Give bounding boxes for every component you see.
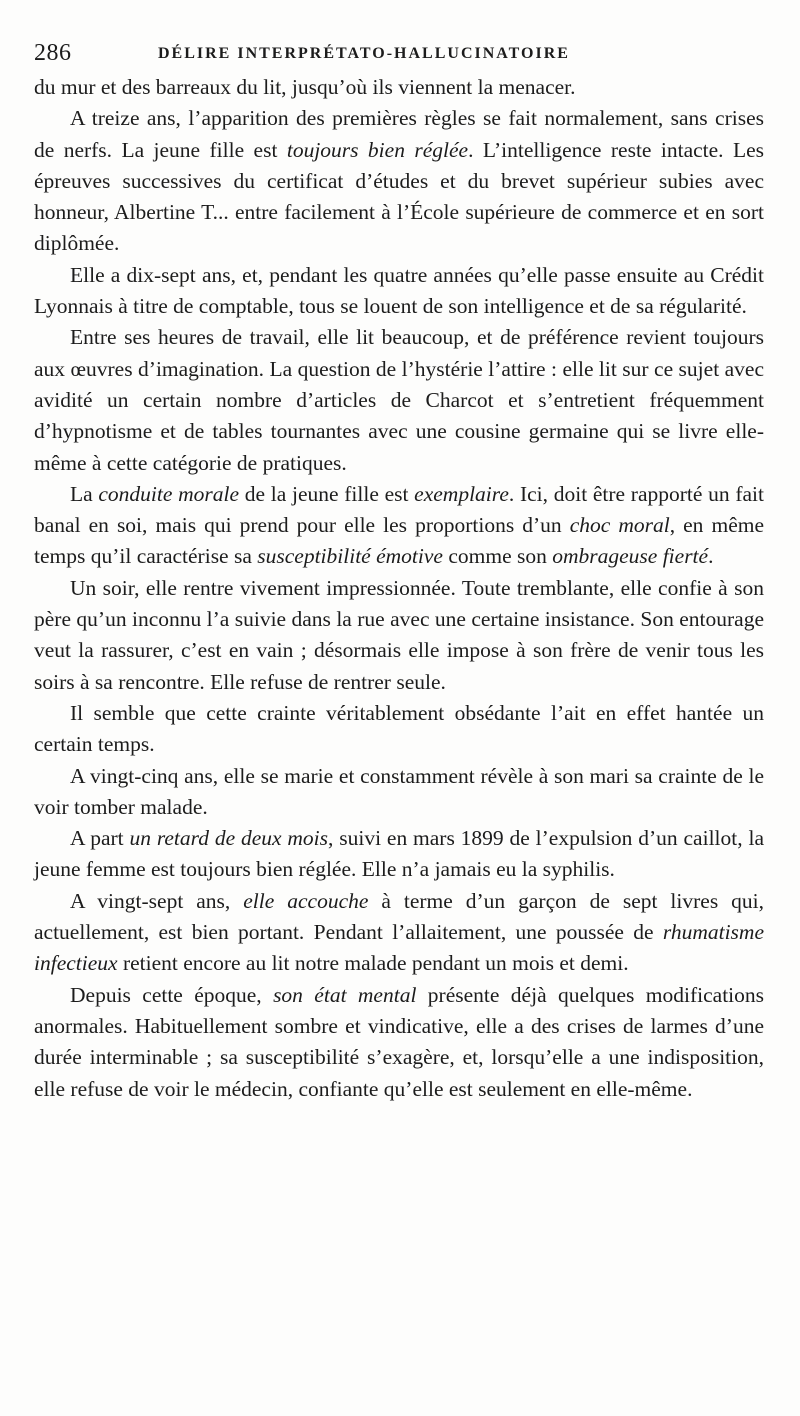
italic-text: ombrageuse fierté: [552, 544, 709, 569]
text-run: Il semble que cette crainte véritablement obsédante l’ait en effet hantée un certain temps.: [34, 700, 764, 757]
text-run: Entre ses heures de travail, elle lit beaucoup, et de préférence revient toujours aux œuvres d’imagination. La question de l’hystérie l’attire : elle lit sur ce sujet avec avidité un certain nombre d’articles de Charcot et s’entretient fréquemment d’hypnotisme et de tables tournantes avec une cousine germaine qui se livre elle-même à cette catégorie de pratiques.: [34, 325, 764, 475]
text-run: , suivi en mars 1899 de l’expulsion d’un caillot, la jeune femme est toujours bien réglée. Elle n’a jamais eu la syphilis.: [34, 826, 764, 882]
italic-text: rhumatisme infectieux: [34, 920, 764, 976]
italic-text: susceptibilité émotive: [257, 544, 443, 569]
text-run: retient encore au lit notre malade pendant un mois et demi.: [117, 951, 629, 976]
text-run: Depuis cette époque,: [70, 982, 274, 1007]
paragraph: [34, 573, 764, 698]
paragraph: [34, 260, 764, 323]
paragraph: [34, 886, 764, 980]
text-run: A vingt-cinq ans, elle se marie et constamment révèle à son mari sa crainte de le voir tomber malade.: [34, 763, 764, 819]
text-run: du mur et des barreaux du lit, jusqu’où ils viennent la menacer.: [34, 75, 576, 99]
text-run: . Ici, doit être rapporté un fait banal en soi, mais qui prend pour elle les proportions d’un: [34, 481, 764, 538]
italic-text: conduite morale: [98, 481, 240, 506]
paragraph: [34, 479, 764, 573]
text-run: A treize ans, l’apparition des premières règles se fait normalement, sans crises de nerfs. La jeune fille est: [34, 106, 764, 162]
text-run: A vingt-sept ans,: [70, 888, 244, 913]
page-header: [34, 40, 774, 70]
running-title: DÉLIRE INTERPRÉTATO-HALLUCINATOIRE: [158, 45, 570, 62]
text-run: présente déjà quelques modifications anormales. Habituellement sombre et vindicative, elle a des crises de larmes d’une durée interminable ; sa susceptibilité s’exagère, et, lorsqu’elle a une indisposition, elle refuse de voir le médecin, confiante qu’elle est seulement en elle-même.: [34, 982, 765, 1101]
paragraph: [34, 980, 764, 1105]
italic-text: toujours bien réglée: [286, 137, 469, 162]
paragraph: [34, 322, 764, 478]
text-run: . L’intelligence reste intacte. Les épreuves successives du certificat d’études et du brevet supérieur subies avec honneur, Albertine T... entre facilement à l’École supérieure de commerce et en sort diplômée.: [34, 137, 764, 256]
paragraph: [34, 72, 764, 103]
text-run: à terme d’un garçon de sept livres qui, actuellement, est bien portant. Pendant l’allaitement, une poussée de: [34, 888, 765, 945]
italic-text: son état mental: [273, 982, 417, 1007]
text-run: Un soir, elle rentre vivement impressionnée. Toute tremblante, elle confie à son père qu’un inconnu l’a suivie dans la rue avec une certaine insistance. Son entourage veut la rassurer, c’est en vain ; désormais elle impose à son frère de venir tous les soirs à sa rencontre. Elle refuse de rentrer seule.: [34, 575, 764, 694]
text-run: , en même temps qu’il caractérise sa: [34, 513, 765, 569]
paragraph: [34, 823, 764, 886]
text-run: Elle a dix-sept ans, et, pendant les quatre années qu’elle passe ensuite au Crédit Lyonnais à titre de comptable, tous se louent de son intelligence et de sa régularité.: [34, 262, 764, 319]
page-number: 286: [34, 40, 72, 66]
italic-text: exemplaire: [414, 481, 509, 506]
italic-text: un retard de deux mois: [129, 826, 329, 851]
text-run: de la jeune fille est: [239, 481, 415, 506]
paragraph: [34, 698, 764, 761]
text-run: La: [70, 481, 99, 506]
text-run: comme son: [442, 544, 553, 569]
italic-text: choc moral: [569, 513, 670, 538]
text-run: A part: [70, 826, 130, 851]
text-run: .: [708, 544, 714, 569]
body-text: [34, 72, 764, 1105]
paragraph: [34, 761, 764, 824]
italic-text: elle accouche: [243, 888, 369, 913]
paragraph: [34, 103, 764, 259]
